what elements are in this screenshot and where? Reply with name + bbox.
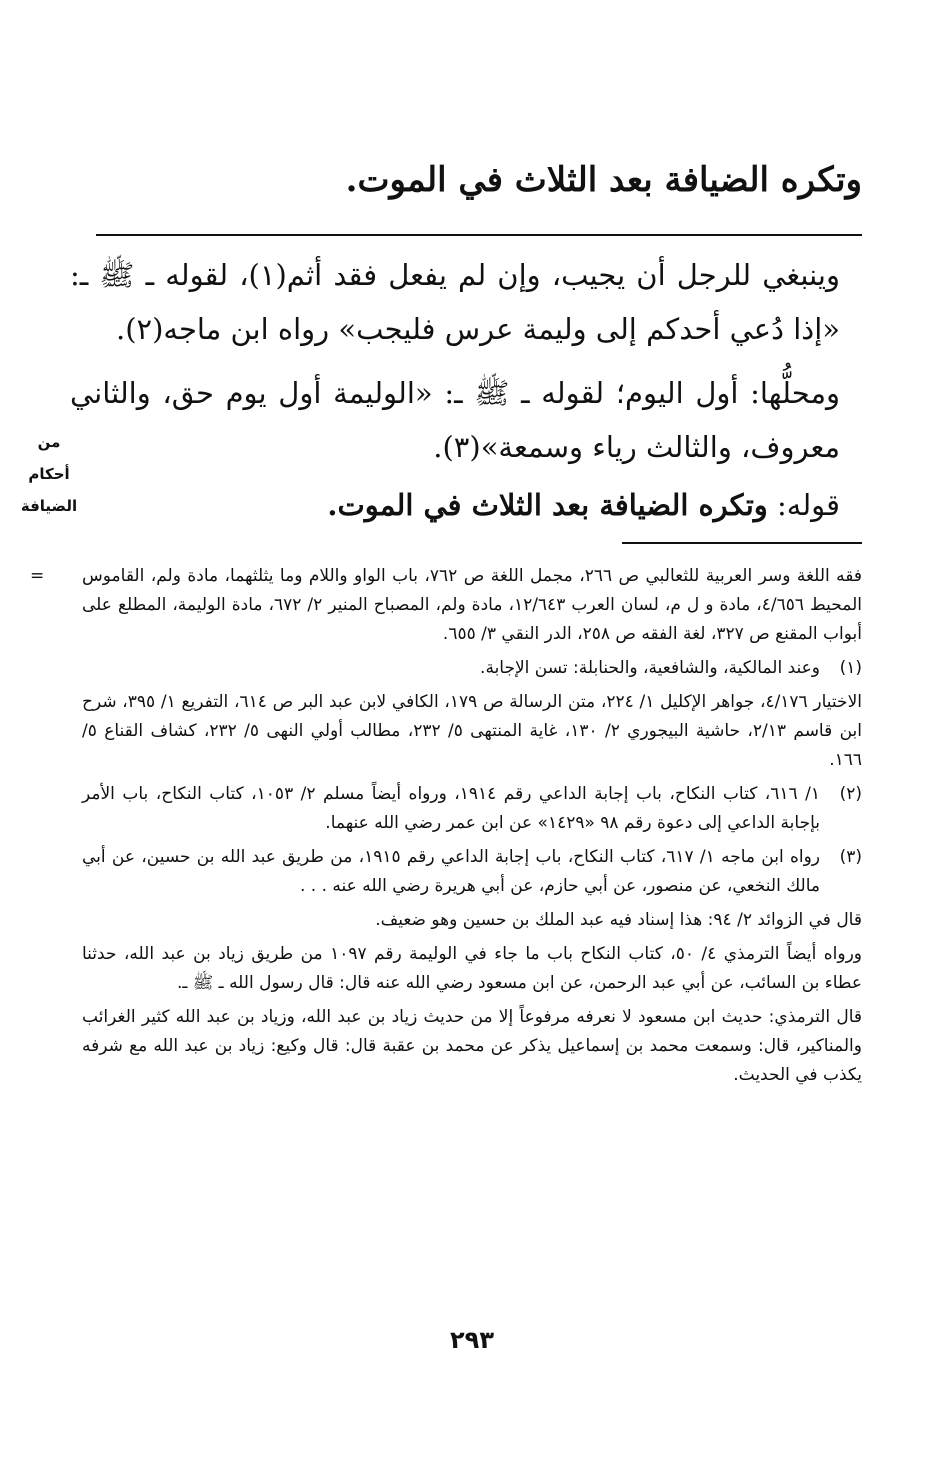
margin-note-line: الضيافة xyxy=(20,497,78,515)
margin-note xyxy=(14,426,84,522)
margin-note-line: أحكام xyxy=(28,465,70,483)
footnote-marker: (٢) xyxy=(839,784,862,804)
footnote-2 xyxy=(82,780,862,838)
running-header: وتكره الضيافة بعد الثلاث في الموت. xyxy=(345,160,862,200)
footnote-marker: (١) xyxy=(839,658,862,678)
body-paragraph-1: وينبغي للرجل أن يجيب، وإن لم يفعل فقد أثم(١)، لقوله ـ ﷺ ـ: «إذا دُعي أحدكم إلى وليمة عرس فليجب» رواه ابن ماجه(٢). xyxy=(70,258,840,346)
footnote-divider xyxy=(622,542,862,544)
footnote-1 xyxy=(82,654,862,683)
header-divider xyxy=(96,234,862,236)
footnote-text: ١/ ٦١٦، كتاب النكاح، باب إجابة الداعي رقم ١٩١٤، ورواه أيضاً مسلم ٢/ ١٠٥٣، كتاب النكاح، باب الأمر بإجابة الداعي إلى دعوة رقم ٩٨ «١٤٢٩» عن ابن عمر رضي الله عنهما. xyxy=(82,784,821,833)
paragraph-bold-heading: وتكره الضيافة بعد الثلاث في الموت. xyxy=(327,488,768,522)
footnote-marker: (٣) xyxy=(839,847,862,867)
footnote-3-part-c: ورواه أيضاً الترمذي ٤/ ٥٠، كتاب النكاح باب ما جاء في الوليمة رقم ١٠٩٧ من طريق زياد بن عبد الله، حدثنا عطاء بن السائب، عن أبي عبد الرحمن، عن ابن مسعود رضي الله عنه قال: قال رسول الله ـ ﷺ ـ. xyxy=(82,944,862,993)
footnote-continuation xyxy=(30,562,862,649)
paragraph-lead: قوله: xyxy=(777,488,840,522)
margin-note-line: من xyxy=(37,433,61,451)
footnote-3 xyxy=(82,843,862,901)
footnote-3-part-d: قال الترمذي: حديث ابن مسعود لا نعرفه مرفوعاً إلا من حديث زياد بن عبد الله، وزياد بن عبد الله كثير الغرائب والمناكير، قال: وسمعت محمد بن إسماعيل يذكر عن محمد بن عقبة قال: قال وكيع: زياد بن عبد الله مع شرفه يكذب في الحديث. xyxy=(82,1007,862,1085)
footnote-1-references: الاختيار ٤/١٧٦، جواهر الإكليل ١/ ٢٢٤، متن الرسالة ص ١٧٩، الكافي لابن عبد البر ص ٦١٤، التفريع ١/ ٣٩٥، شرح ابن قاسم ٢/١٣، حاشية البيجوري ٢/ ١٣٠، غاية المنتهى ٥/ ٢٣٢، مطالب أولي النهى ٥/ ٢٣٢، كشاف القناع ٥/ ١٦٦. xyxy=(82,692,862,770)
footnote-3-part-b: قال في الزوائد ٢/ ٩٤: هذا إسناد فيه عبد الملك بن حسين وهو ضعيف. xyxy=(375,910,862,930)
footnote-text: رواه ابن ماجه ١/ ٦١٧، كتاب النكاح، باب إجابة الداعي رقم ١٩١٥، من طريق عبد الله بن حسين، عن أبي مالك النخعي، عن منصور، عن أبي حازم، عن أبي هريرة رضي الله عنه . . . xyxy=(82,847,820,896)
footnotes xyxy=(30,562,862,1095)
body-paragraph-3 xyxy=(70,478,862,532)
continuation-mark: = xyxy=(30,566,45,586)
footnote-text: وعند المالكية، والشافعية، والحنابلة: تسن الإجابة. xyxy=(480,658,820,678)
page-number: ٢٩٣ xyxy=(450,1326,494,1354)
footnote-continuation-text: فقه اللغة وسر العربية للثعالبي ص ٢٦٦، مجمل اللغة ص ٧٦٢، باب الواو واللام وما يثلثهما، مادة ولم، القاموس المحيط ٤/٦٥٦، مادة و ل م، لسان العرب ١٢/٦٤٣، مادة ولم، المصباح المنير ٢/ ٦٧٢، مادة الوليمة، المطلع على أبواب المقنع ص ٣٢٧، لغة الفقه ص ٢٥٨، الدر النقي ٣/ ٦٥٥. xyxy=(82,566,862,644)
body-paragraph-2: ومحلُّها: أول اليوم؛ لقوله ـ ﷺ ـ: «الوليمة أول يوم حق، والثاني معروف، والثالث رياء وسمعة»(٣). xyxy=(70,376,840,464)
